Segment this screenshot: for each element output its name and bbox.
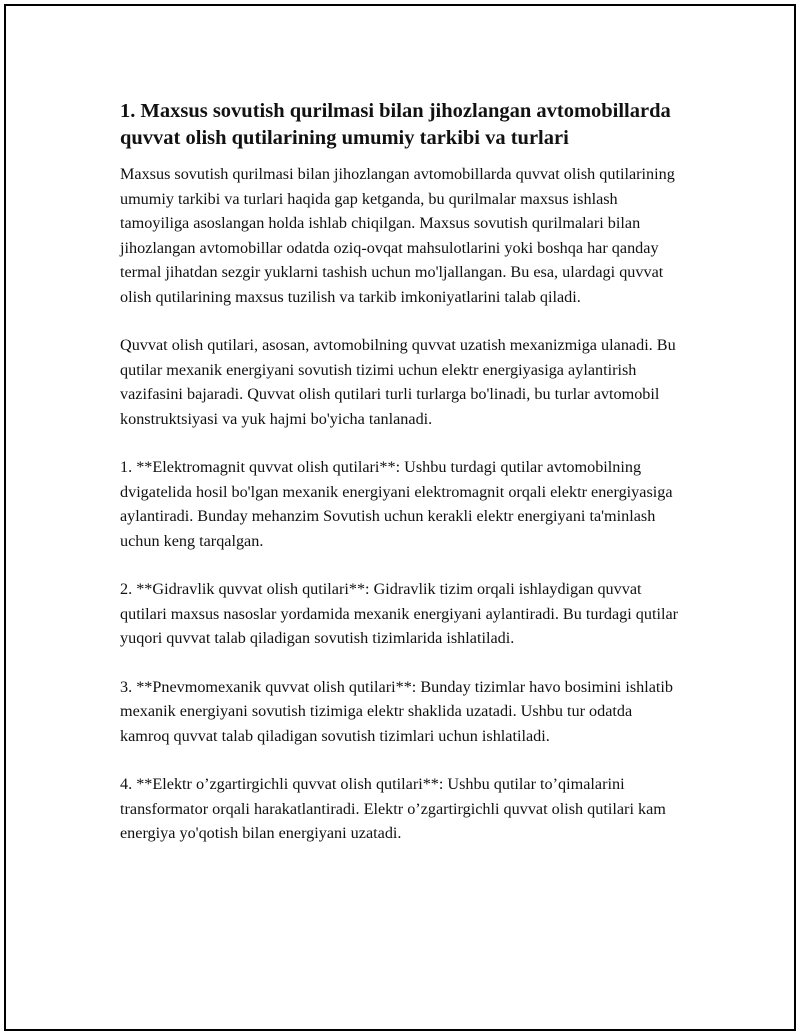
list-item-hydraulic: 2. **Gidravlik quvvat olish qutilari**: Gidravlik tizim orqali ishlaydigan quvvat qutilari maxsus nasoslar yordamida mexanik energiyani aylantiradi. Bu turdagi qutilar yuqori quvvat talab qiladigan sovutish tizimlarida ishlatiladi. (120, 580, 679, 647)
paragraph-overview: Quvvat olish qutilari, asosan, avtomobilning quvvat uzatish mexanizmiga ulanadi. Bu qutilar mexanik energiyani sovutish tizimi uchun elektr energiyasiga aylantirish vazifasini bajaradi. Quvvat olish qutilari turli turlarga bo'linadi, bu turlar avtomobil konstruktsiyasi va yuk hajmi bo'yicha tanlanadi. (120, 336, 676, 428)
paragraph-intro: Maxsus sovutish qurilmasi bilan jihozlangan avtomobillarda quvvat olish qutilarining umumiy tarkibi va turlari haqida gap ketganda, bu qurilmalar maxsus ishlash tamoyiliga asoslangan holda ishlab chiqilgan. Maxsus sovutish qurilmalari bilan jihozlangan avtomobillar odatda oziq-ovqat mahsulotlarini yoki boshqa har qanday termal jihatdan sezgir yuklarni tashish uchun mo'ljallangan. Bu esa, ulardagi quvvat olish qutilarining maxsus tuzilish va tarkib imkoniyatlarini talab qiladi. (120, 165, 675, 306)
list-item-electric-converter: 4. **Elektr o’zgartirgichli quvvat olish qutilari**: Ushbu qutilar to’qimalarini transformator orqali harakatlantiradi. Elektr o’zgartirgichli quvvat olish qutilari kam energiya yo'qotish bilan energiyani uzatadi. (120, 775, 666, 842)
document-page (4, 4, 796, 1031)
list-item-electromagnetic: 1. **Elektromagnit quvvat olish qutilari**: Ushbu turdagi qutilar avtomobilning dvigatelida hosil bo'lgan mexanik energiyani elektromagnit orqali elektr energiyasiga aylantiradi. Bunday mehanzim Sovutish uchun kerakli elektr energiyani ta'minlash uchun keng tarqalgan. (120, 458, 673, 550)
section-heading: 1. Maxsus sovutish qurilmasi bilan jihozlangan avtomobillarda quvvat olish qutilarining umumiy tarkibi va turlari (120, 100, 671, 149)
list-item-pneumomechanical: 3. **Pnevmomexanik quvvat olish qutilari**: Bunday tizimlar havo bosimini ishlatib mexanik energiyani sovutish tizimiga elektr shaklida uzatadi. Ushbu tur odatda kamroq quvvat talab qiladigan sovutish tizimlari uchun ishlatiladi. (120, 677, 674, 745)
document-body (120, 98, 685, 870)
